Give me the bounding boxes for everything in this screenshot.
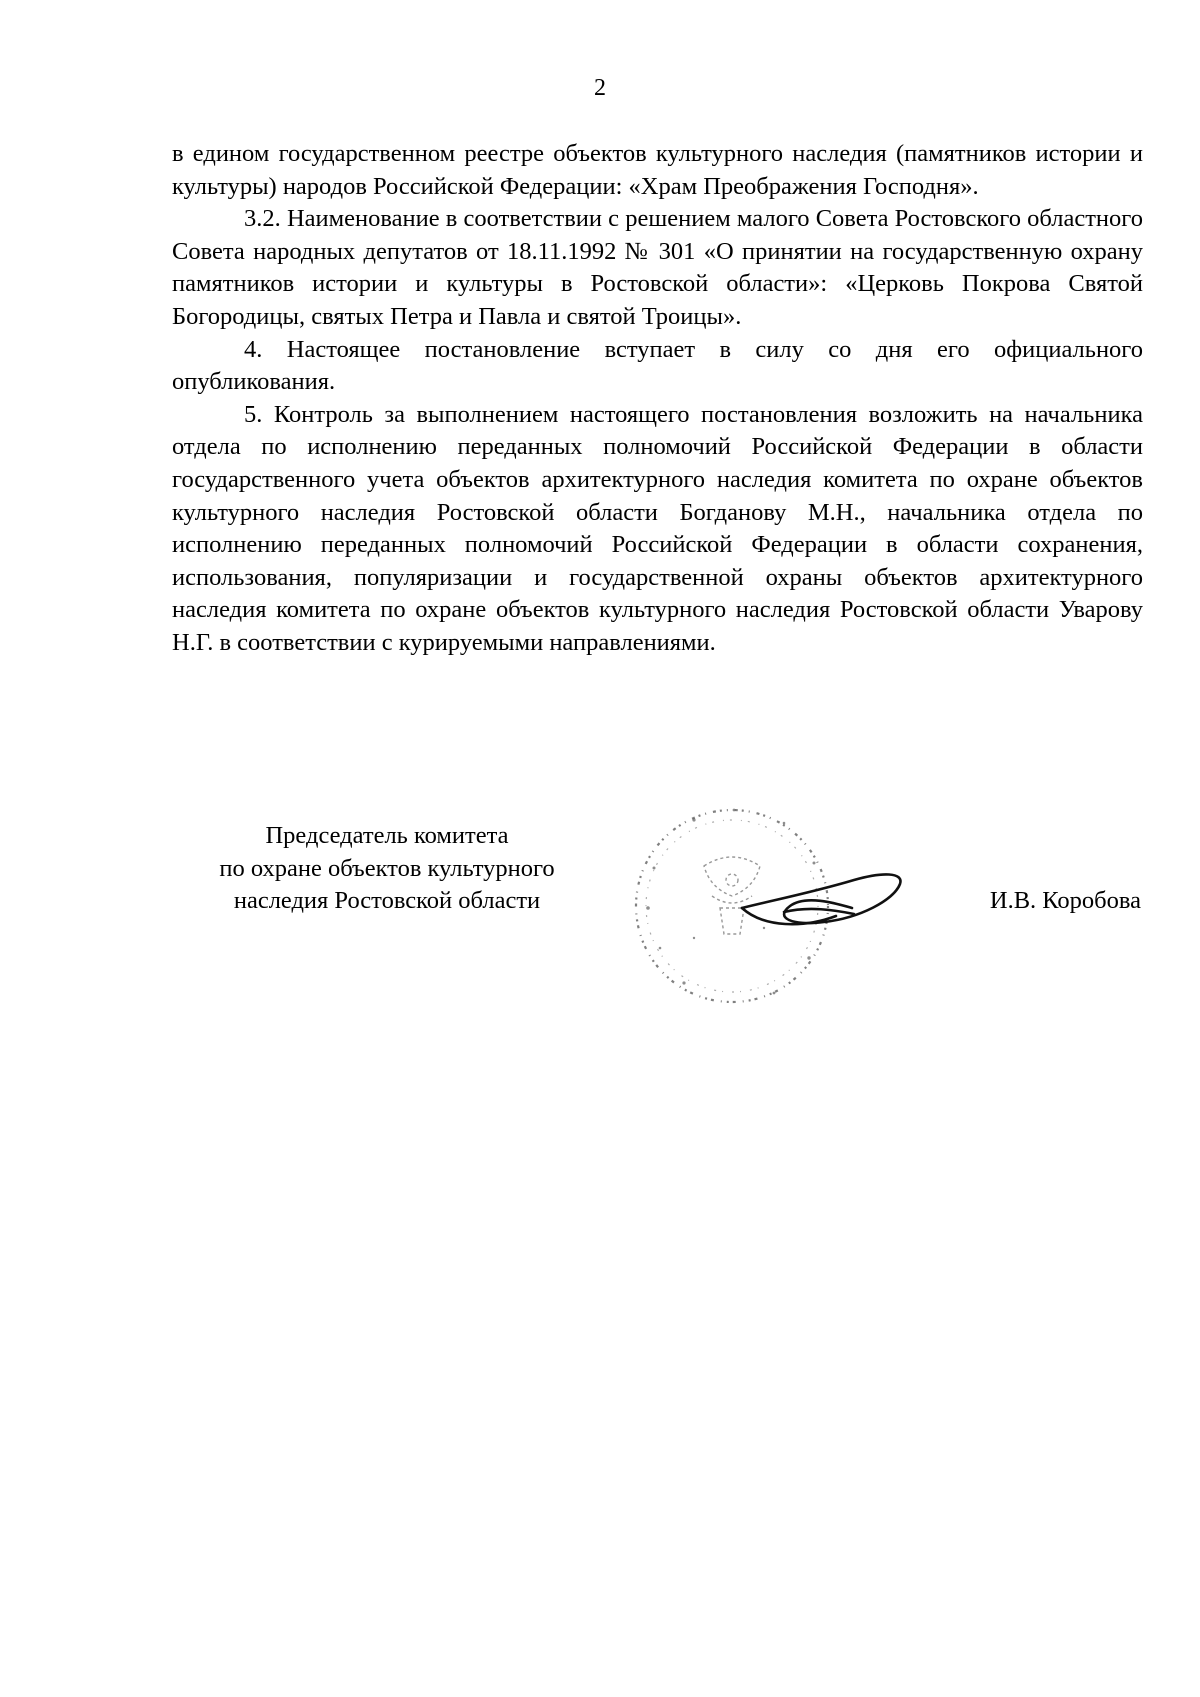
page-number: 2 [594, 75, 606, 101]
official-seal-icon [624, 788, 944, 1028]
signature-block [172, 820, 1143, 1040]
signatory-title-line: наследия Ростовской области [233, 887, 541, 915]
paragraph-continuation: в едином государственном реестре объектов культурного наследия (памятников истории и культуры) народов Российской Федерации: «Храм Преображения Господня». [172, 140, 1143, 200]
paragraph-3-2: 3.2. Наименование в соответствии с решением малого Совета Ростовского областного Совета народных депутатов от 18.11.1992 № 301 «О принятии на государственную охрану памятников истории и культуры в Ростовской области»: «Церковь Покрова Святой Богородицы, святых Петра и Павла и святой Троицы». [172, 205, 1143, 330]
paragraph-4: 4. Настоящее постановление вступает в силу со дня его официального опубликования. [172, 335, 1143, 396]
paragraph-5: 5. Контроль за выполнением настоящего постановления возложить на начальника отдела по исполнению переданных полномочий Российской Федерации в области государственного учета объектов архитектурного наследия комитета по охране объектов культурного наследия Ростовской области Богданову М.Н., начальника отдела по исполнению переданных полномочий Российской Федерации в области сохранения, использования, популяризации и государственной охраны объектов архитектурного наследия комитета по охране объектов культурного наследия Ростовской области Уварову Н.Г. в соответствии с курируемыми направлениями. [172, 400, 1143, 656]
document-body [172, 138, 1143, 660]
signatory-title [172, 820, 602, 918]
handwritten-signature-icon [742, 874, 900, 924]
signatory-title-line: Председатель комитета [265, 822, 509, 849]
signatory-title-line: по охране объектов культурного [219, 854, 555, 882]
signatory-name: И.В. Коробова [989, 887, 1141, 914]
